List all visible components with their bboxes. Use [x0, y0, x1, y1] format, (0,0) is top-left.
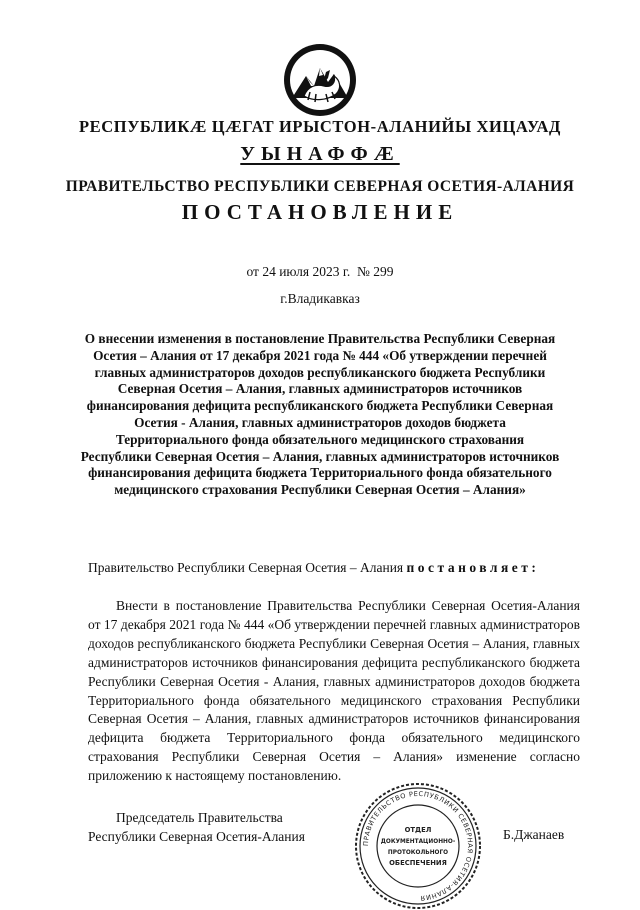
- document-type: ПОСТАНОВЛЕНИЕ: [181, 200, 459, 224]
- signatory-position-line-1: Председатель Правительства: [116, 810, 283, 825]
- decree-word-ossetian: УЫНАФФÆ: [240, 143, 400, 165]
- stamp-line-1: ОТДЕЛ: [404, 826, 432, 834]
- intro-paragraph: [88, 558, 564, 577]
- signatory-position: [88, 808, 305, 846]
- stamp-line-3: ПРОТОКОЛЬНОГО: [387, 850, 449, 856]
- document-title: О внесении изменения в постановление Правительства Республики Северная Осетия – Алания от 17 декабря 2021 года № 444 «Об утверждении перечней главных администраторов доходов республиканского бюджета Республики Северная Осетия – Алания, главных администраторов источников финансирования дефицита республиканского бюджета Республики Северная Осетия - Алания, главных администраторов доходов бюджета Территориального фонда обязательного медицинского страхования Республики Северная Осетия – Алания, главных администраторов источников финансирования дефицита бюджета Территориального фонда обязательного медицинского страхования Республики Северная Осетия – Алания»: [80, 331, 560, 498]
- stamp-ring-text: ПРАВИТЕЛЬСТВО РЕСПУБЛИКИ СЕВЕРНАЯ ОСЕТИЯ-АЛАНИЯ: [361, 789, 475, 903]
- svg-text:ПРАВИТЕЛЬСТВО РЕСПУБЛИКИ СЕВЕР: [362, 790, 474, 902]
- stamp-line-2: ДОКУМЕНТАЦИОННО-: [380, 839, 456, 845]
- document-date-number: от 24 июля 2023 г. № 299: [246, 264, 394, 279]
- signatory-name: Б.Джанаев: [503, 827, 565, 842]
- coat-of-arms-icon: [282, 42, 358, 118]
- stamp-line-4: ОБЕСПЕЧЕНИЯ: [389, 859, 447, 867]
- body-paragraph: Внести в постановление Правительства Республики Северная Осетия-Алания от 17 декабря 2021 года № 444 «Об утверждении перечней главных администраторов доходов республиканского бюджета Республики Северная Осетия – Алания, главных администраторов источников финансирования дефицита республиканского бюджета Республики Северная Осетия - Алания, главных администраторов доходов бюджета Территориального фонда обязательного медицинского страхования Республики Северная Осетия – Алания, главных администраторов источников финансирования дефицита бюджета Территориального фонда обязательного медицинского страхования Республики Северная Осетия – Алания» изменение согласно приложению к настоящему постановлению.: [88, 598, 580, 784]
- intro-spaced-word: постановляет:: [406, 560, 540, 575]
- official-stamp: [354, 782, 482, 910]
- intro-text: Правительство Республики Северная Осетия – Алания: [88, 560, 407, 575]
- signatory-position-line-2: Республики Северная Осетия-Алания: [88, 829, 305, 844]
- government-name: ПРАВИТЕЛЬСТВО РЕСПУБЛИКИ СЕВЕРНАЯ ОСЕТИЯ-АЛАНИЯ: [65, 178, 575, 195]
- document-city: г.Владикавказ: [280, 291, 360, 306]
- republic-name-ossetian: РЕСПУБЛИКÆ ЦÆГАТ ИРЫСТОН-АЛАНИЙЫ ХИЦАУАД: [78, 117, 561, 136]
